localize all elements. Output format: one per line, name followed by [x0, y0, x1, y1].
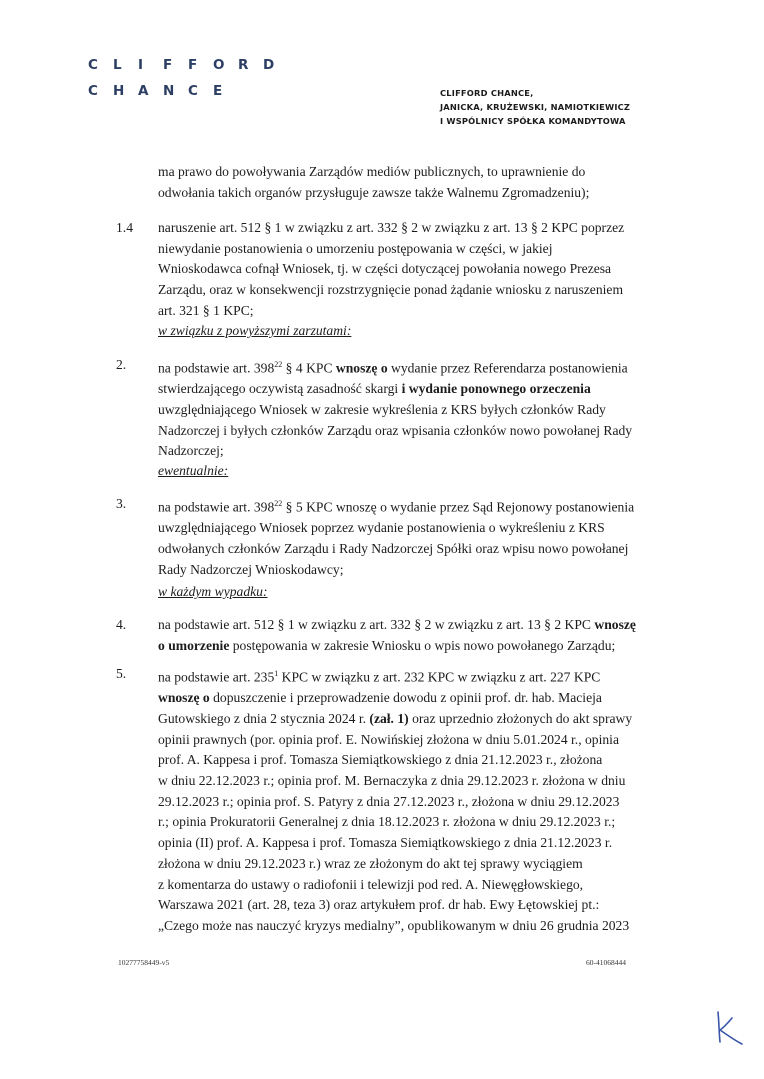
- item-3-text: na podstawie art. $398^{22}$ § 5 KPC wnoszę o wydanie przez Sąd Rejonowy postanowienia uwzględniającego Wniosek poprzez wydanie postanowienia o wykreśleniu z KRS odwołanych członków Zarządu i Rady Nadzorczej Spółki oraz wpisu nowo powołanej Rady Nadzorczej Wnioskodawcy;: [158, 499, 635, 577]
- firm-name: CLIFFORD CHANCE, JANICKA, KRUŻEWSKI, NAMIOTKIEWICZ I WSPÓLNICY SPÓŁKA KOMANDYTOWA: [440, 88, 631, 126]
- item-5-text: na podstawie art. $235^1$ KPC w związku z art. 232 KPC w związku z art. 227 KPC wnoszę o dopuszczenie i przeprowadzenie dowodu z opinii prof. dr. hab. Macieja Gutowskiego z dnia 2 stycznia 2024 r. (zał. 1) oraz uprzednio złożonych do akt sprawy opinii prawnych (por. opinia prof. E. Nowińskiej złożona w dniu 5.01.2024 r., opinia prof. A. Kappesa i prof. Tomasza Siemiątkowskiego z dnia 21.12.2023 r., złożona w dniu 22.12.2023 r.; opinia prof. M. Bernaczyka z dnia 29.12.2023 r. złożona w dniu 29.12.2023 r.; opinia prof. S. Patyry z dnia 27.12.2023 r., złożona w dniu 29.12.2023 r.; opinia Prokuratorii Generalnej z dnia 18.12.2023 r. złożona w dniu 29.12.2023 r.; opinia (II) prof. A. Kappesa i prof. Tomasza Siemiątkowskiego z dnia 21.12.2023 r. złożona w dniu 29.12.2023 r.) wraz ze złożonym do akt tej sprawy wyciągiem z komentarza do ustawy o radiofonii i telewizji pod red. A. Niewęgłowskiego, Warszawa 2021 (art. 28, teza 3) oraz artykułem prof. dr hab. Ewy Łętowskiej pt.: „Czego może nas nauczyć kryzys medialny”, opublikowanym w dniu 26 grudnia 2023: [158, 669, 633, 933]
- item-2-text: na podstawie art. $398^{22}$ § 4 KPC wnoszę o wydanie przez Referendarza postanowienia stwierdzającego oczywistą zasadność skargi i wydanie ponownego orzeczenia uwzględniającego Wniosek w zakresie wykreślenia z KRS byłych członków Rady Nadzorczej i byłych członków Zarządu oraz wpisania członków nowo powołanej Rady Nadzorczej;: [158, 360, 633, 459]
- section-heading-ewentualnie: ewentualnie:: [158, 463, 229, 478]
- logo-line-chance: C H A N C E: [88, 83, 223, 99]
- continuation-paragraph: ma prawo do powoływania Zarządów mediów publicznych, to uprawnienie do odwołania takich organów przysługuje zawsze także Walnemu Zgromadzeniu);: [158, 164, 590, 200]
- item-1-4-text: naruszenie art. 512 § 1 w związku z art. 332 § 2 w związku z art. 13 § 2 KPC poprzez niewydanie postanowienia o umorzeniu postępowania w części, w jakiej Wnioskodawca cofnął Wniosek, tj. w części dotyczącej powołania nowego Prezesa Zarządu, oraz w konsekwencji rozstrzygnięcie ponad żądanie wniosku z naruszeniem art. 321 § 1 KPC;: [158, 220, 625, 318]
- section-heading-zarzuty: w związku z powyższymi zarzutami:: [158, 323, 352, 338]
- handwritten-initial-mark: [712, 1008, 746, 1048]
- item-number-2: 2.: [116, 357, 127, 372]
- footer-reference: 60-41068444: [586, 958, 626, 967]
- item-number-5: 5.: [116, 666, 127, 681]
- clifford-chance-logo: [88, 52, 288, 104]
- item-4-text: na podstawie art. 512 § 1 w związku z art. 332 § 2 w związku z art. 13 § 2 KPC wnoszę o umorzenie postępowania w zakresie Wniosku o wpis nowo powołanego Zarządu;: [158, 617, 636, 653]
- footer-document-id: 10277758449-v5: [118, 958, 170, 967]
- item-number-1-4: 1.4: [116, 220, 133, 235]
- item-number-4: 4.: [116, 617, 127, 632]
- section-heading-kazdy-wypadek: w każdym wypadku:: [158, 584, 268, 599]
- item-number-3: 3.: [116, 496, 127, 511]
- logo-line-clifford: C L I F F O R D: [88, 57, 275, 73]
